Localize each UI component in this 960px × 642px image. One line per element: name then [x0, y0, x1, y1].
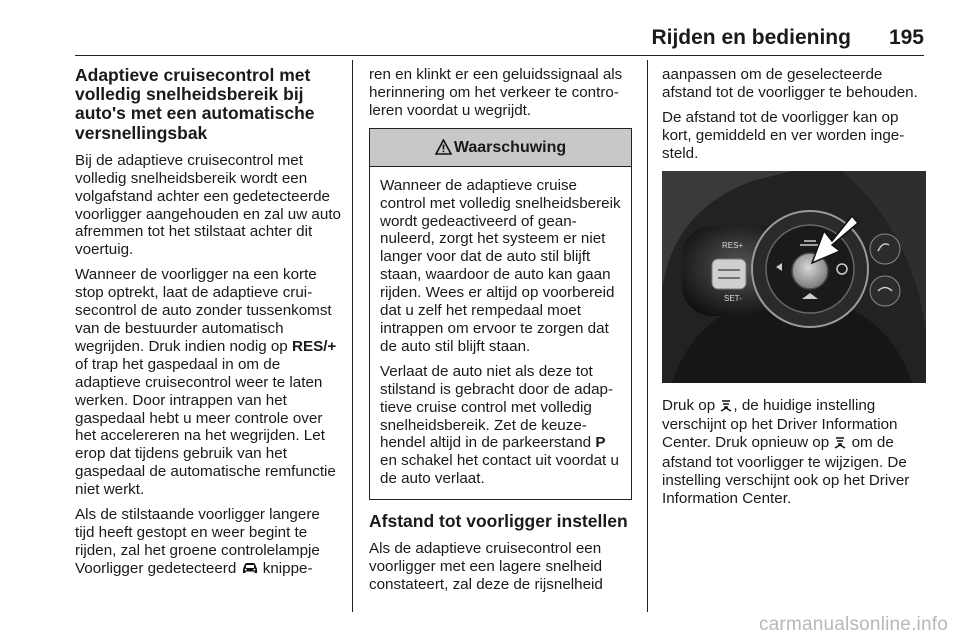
- column-divider-2: [647, 60, 648, 612]
- middle-column: [369, 66, 632, 601]
- page-header: [75, 26, 924, 56]
- left-column: [75, 66, 343, 587]
- chapter-title: Rijden en bediening: [651, 26, 851, 49]
- follow-distance-icon: [719, 398, 733, 417]
- warning-body: [370, 167, 631, 499]
- section-heading-distance: Afstand tot voorligger instellen: [369, 511, 628, 532]
- paragraph: aanpassen om de geselecteerde afstand tot de voorligger te behouden.: [662, 66, 918, 101]
- right-column: [662, 66, 928, 515]
- paragraph: Druk op , de huidige instelling verschijnt op het Driver Information Center. Druk opnieuw op om de afstand tot voorligger te wijzigen. De instelling verschijnt ook op het Driver Information Center.: [662, 396, 910, 508]
- warning-paragraph: Verlaat de auto niet als deze tot stilstand is gebracht door de adaptieve cruise control met volledig snelheidsbereik. Zet de keuzehendel altijd in de parkeerstand P en schakel het contact uit voordat u de auto verlaat.: [380, 362, 619, 488]
- paragraph: De afstand tot de voorligger kan op kort, gemiddeld en ver worden ingesteld.: [662, 108, 905, 162]
- warning-paragraph: Wanneer de adaptieve cruise control met volledig snelheidsbereik wordt gedeactiveerd of geannuleerd, zorgt het systeem er niet langer voor dat de auto stil blijft staan, waardoor de auto kan gaan rijden. Wees er altijd op voorbereid dat u zelf het rempedaal moet intrappen om ervoor te zorgen dat de auto stil blijft staan.: [380, 176, 621, 355]
- warning-box: [369, 128, 632, 500]
- follow-distance-icon: [833, 435, 847, 454]
- page-number: 195: [888, 26, 924, 49]
- paragraph: Als de adaptieve cruisecontrol een voorligger met een lagere snelheid constateert, zal deze de rijsnelheid: [369, 540, 603, 594]
- warning-header: [370, 129, 631, 167]
- column-divider-1: [352, 60, 353, 612]
- header-rule: [75, 55, 924, 56]
- res-plus-label: RES+: [722, 240, 744, 250]
- paragraph: Wanneer de voorligger na een korte stop optrekt, laat de adaptieve cruisecontrol de auto zonder tussenkomst van de bestuurder automatisch wegrijden. Druk indien nodig op RES/+ of trap het gaspedaal in om de adaptieve cruisecontrol weer te laten werken. Door intrappen van het gaspedaal hebt u meer controle over het accelereren na het wegrijden. Let erop dat tijdens gebruik van het gaspedaal de automatische remfunctie niet werkt.: [75, 266, 337, 499]
- warning-title: Waarschuwing: [453, 138, 567, 156]
- res-button-label: RES/+: [291, 337, 337, 355]
- paragraph: Als de stilstaande voorligger langere tijd heeft gestopt en weer begint te rijden, zal het groene controlelampje Voorligger gedetecteerd knippe-: [75, 506, 343, 580]
- set-minus-label: SET-: [724, 293, 742, 303]
- watermark: carmanualsonline.info: [758, 614, 948, 635]
- paragraph: ren en klinkt er een geluidssignaal als herinnering om het verkeer te controleren voordat u wegrijdt.: [369, 66, 623, 119]
- vehicle-ahead-icon: [241, 561, 259, 580]
- paragraph: Bij de adaptieve cruisecontrol met volledig snelheidsbereik wordt een volgafstand achter een gedetecteerde voorligger aangehouden en zal uw auto afremmen tot het stilstaat achter dit voertuig.: [75, 151, 341, 259]
- section-heading-acc: Adaptieve cruisecontrol met volledig snelheidsbereik bij auto's met een automatische versnellingsbak: [75, 65, 315, 143]
- warning-triangle-icon: [435, 132, 452, 169]
- steering-wheel-photo: [662, 171, 926, 383]
